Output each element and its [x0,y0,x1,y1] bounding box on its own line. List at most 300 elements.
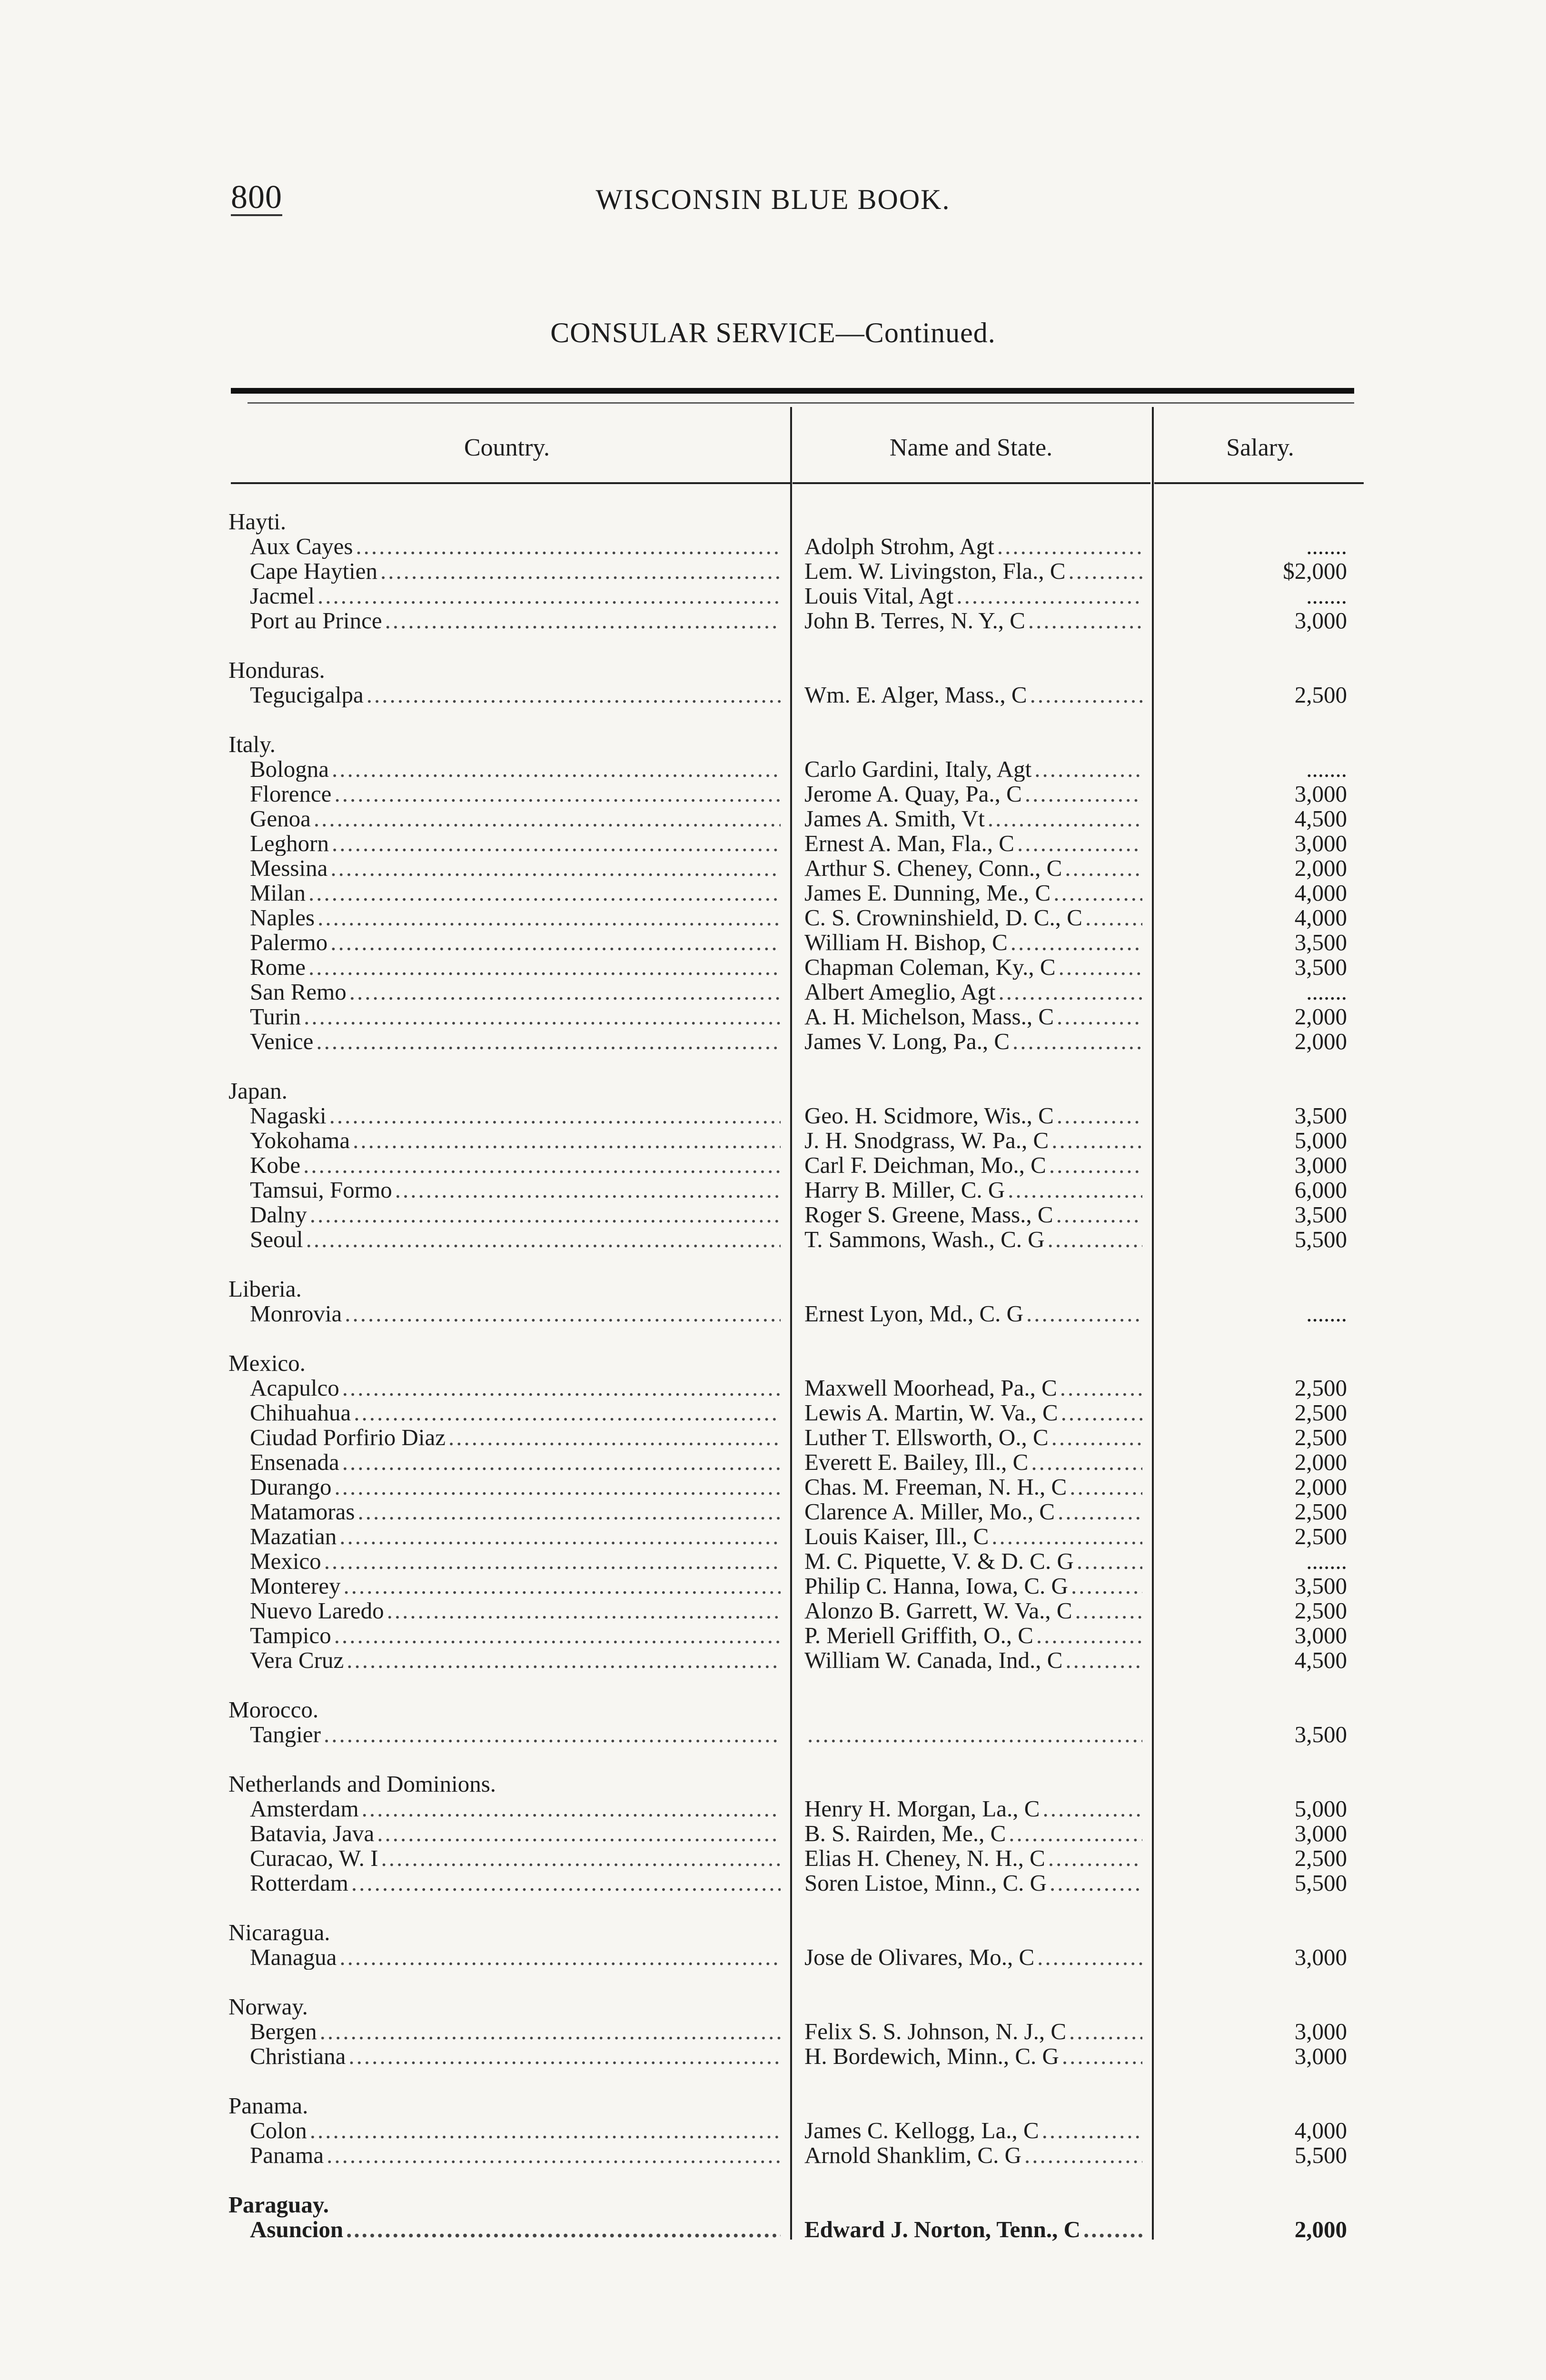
leader-dots [310,2118,781,2143]
table-row [226,980,1366,1004]
salary-value: 5,000 [1294,1796,1347,1821]
consul-name: Louis Kaiser, Ill., C [804,1524,989,1549]
post-name: Managua [250,1945,337,1970]
table-row [226,1425,1366,1450]
consul-name: Roger S. Greene, Mass., C [804,1202,1053,1227]
salary-value: 3,000 [1294,1623,1347,1648]
leader-dots [1071,1574,1142,1598]
salary-value: 5,500 [1294,1871,1347,1895]
leader-dots [332,831,781,856]
table-row [226,1128,1366,1153]
post-name: Mazatian [250,1524,337,1549]
consul-name: Everett E. Bailey, Ill., C [804,1450,1029,1475]
leader-dots [1028,608,1142,633]
leader-dots [1070,1475,1142,1499]
leader-dots [342,1450,781,1475]
consul-name: Albert Ameglio, Agt [804,980,996,1004]
leader-dots [345,1301,781,1326]
salary-value: 3,500 [1294,955,1347,980]
leader-dots [339,1524,781,1549]
leader-dots [1051,1128,1142,1153]
consul-name: Soren Listoe, Minn., C. G [804,1871,1047,1895]
table-row [226,1623,1366,1648]
leader-dots [1050,1871,1142,1895]
country-group [226,1277,1366,1326]
leader-dots [329,1103,781,1128]
leader-dots [1056,1202,1142,1227]
table-row [226,1796,1366,1821]
leader-dots [1069,2019,1142,2044]
leader-dots [1060,1376,1142,1400]
leader-dots [1058,1499,1142,1524]
consul-name: Jose de Olivares, Mo., C [804,1945,1035,1970]
leader-dots [324,1549,781,1574]
salary-value: 3,000 [1294,2019,1347,2044]
salary-value: ....... [1306,1549,1347,1574]
country-group [226,658,1366,707]
country-group [226,509,1366,633]
leader-dots [317,584,781,608]
leader-dots [997,534,1142,559]
post-name: Messina [250,856,328,881]
salary-value: 2,500 [1294,1425,1347,1450]
leader-dots [999,980,1143,1004]
country-group [226,2093,1366,2168]
country-group [226,1772,1366,1895]
consul-name: James V. Long, Pa., C [804,1029,1010,1054]
table-row [226,1400,1366,1425]
leader-dots [387,1598,781,1623]
table-row [226,1846,1366,1871]
table-row [226,1549,1366,1574]
table-row [226,1524,1366,1549]
leader-dots [1061,1400,1142,1425]
leader-dots [1077,1549,1142,1574]
consul-name: Louis Vital, Agt [804,584,954,608]
consul-name: Ernest Lyon, Md., C. G [804,1301,1024,1326]
table-row [226,1202,1366,1227]
post-name: Matamoras [250,1499,355,1524]
leader-dots [308,955,781,980]
post-name: Ciudad Porfirio Diaz [250,1425,446,1450]
salary-value: 4,500 [1294,806,1347,831]
table-row [226,584,1366,608]
salary-value: 3,000 [1294,2044,1347,2069]
consul-name: William H. Bishop, C [804,930,1008,955]
column-header-salary: Salary. [1226,434,1294,461]
leader-dots [304,1004,781,1029]
leader-dots [334,1475,781,1499]
leader-dots [320,2019,781,2044]
salary-value: 2,500 [1294,1846,1347,1871]
leader-dots [1051,1425,1142,1450]
country-group [226,1920,1366,1970]
post-name: Colon [250,2118,307,2143]
leader-dots [1042,2118,1142,2143]
leader-dots [1049,1153,1142,1178]
consul-name: M. C. Piquette, V. & D. C. G [804,1549,1074,1574]
consul-name: James E. Dunning, Me., C [804,881,1051,905]
leader-dots [395,1178,781,1202]
consul-name: Lewis A. Martin, W. Va., C [804,1400,1058,1425]
consul-name: Carlo Gardini, Italy, Agt [804,757,1032,782]
post-name: Cape Haytien [250,559,378,584]
post-name: Asuncion [250,2217,344,2242]
consul-name: A. H. Michelson, Mass., C [804,1004,1054,1029]
leader-dots [1034,757,1142,782]
consul-name: Arnold Shanklim, C. G [804,2143,1021,2168]
leader-dots [380,559,781,584]
leader-dots [334,1623,781,1648]
leader-dots [353,1128,781,1153]
salary-value: 3,000 [1294,608,1347,633]
table-row [226,955,1366,980]
consul-name: Adolph Strohm, Agt [804,534,994,559]
top-rule-thick [231,388,1354,394]
consul-name: Ernest A. Man, Fla., C [804,831,1014,856]
leader-dots [306,1227,781,1252]
post-name: Aux Cayes [250,534,353,559]
consul-name: Wm. E. Alger, Mass., C [804,683,1027,707]
country-group [226,1994,1366,2069]
country-group [226,1079,1366,1252]
country-group [226,2192,1366,2242]
consul-name: C. S. Crowninshield, D. C., C [804,905,1082,930]
column-header-name-state: Name and State. [889,434,1053,461]
leader-dots [377,1821,781,1846]
table-row [226,1499,1366,1524]
leader-dots [1062,2044,1142,2069]
table-row [226,905,1366,930]
table-row [226,2044,1366,2069]
leader-dots [1030,683,1142,707]
running-head: WISCONSIN BLUE BOOK. [595,184,951,215]
leader-dots [1083,2217,1142,2242]
leader-dots [1008,1178,1142,1202]
table-row [226,1376,1366,1400]
leader-dots [367,683,781,707]
post-name: Palermo [250,930,328,955]
post-name: Durango [250,1475,332,1499]
leader-dots [346,2217,781,2242]
leader-dots [1075,1598,1142,1623]
consul-name: Alonzo B. Garrett, W. Va., C [804,1598,1072,1623]
salary-value: 5,500 [1294,1227,1347,1252]
post-name: Dalny [250,1202,307,1227]
leader-dots [324,1722,781,1747]
leader-dots [1048,1227,1142,1252]
country-name: Panama. [228,2092,308,2119]
table-row [226,559,1366,584]
leader-dots [347,1648,781,1673]
post-name: Christiana [250,2044,346,2069]
leader-dots [956,584,1142,608]
leader-dots [1069,559,1142,584]
leader-dots [308,881,781,905]
leader-dots [362,1796,781,1821]
post-name: Rotterdam [250,1871,348,1895]
table-row [226,534,1366,559]
table-row [226,1103,1366,1128]
consul-name: P. Meriell Griffith, O., C [804,1623,1033,1648]
table-row [226,1004,1366,1029]
post-name: Amsterdam [250,1796,359,1821]
table-row [226,2143,1366,2168]
post-name: Port au Prince [250,608,382,633]
table-row [226,2019,1366,2044]
post-name: Tampico [250,1623,331,1648]
country-name: Norway. [228,1993,308,2020]
country-name: Honduras. [228,657,325,683]
page-number: 800 [231,179,282,216]
consul-name: T. Sammons, Wash., C. G [804,1227,1045,1252]
leader-dots [332,757,781,782]
consul-name: Carl F. Deichman, Mo., C [804,1153,1046,1178]
salary-value: 4,000 [1294,905,1347,930]
consul-name: Henry H. Morgan, La., C [804,1796,1040,1821]
header-rule [1154,482,1364,484]
leader-dots [310,1202,781,1227]
post-name: Bergen [250,2019,317,2044]
country-name: Nicaragua. [228,1919,330,1945]
leader-dots [1011,930,1142,955]
leader-dots [988,806,1142,831]
leader-dots [1057,1004,1142,1029]
post-name: Acapulco [250,1376,339,1400]
leader-dots [349,980,781,1004]
table-row [226,806,1366,831]
salary-value: ....... [1306,584,1347,608]
post-name: Nagaski [250,1103,327,1128]
post-name: Tangier [250,1722,321,1747]
salary-value: 2,000 [1294,1004,1347,1029]
consul-name: John B. Terres, N. Y., C [804,608,1025,633]
salary-value: 3,000 [1294,1153,1347,1178]
post-name: Tegucigalpa [250,683,364,707]
leader-dots [807,1722,1142,1747]
leader-dots [1037,1945,1142,1970]
leader-dots [1026,1301,1142,1326]
leader-dots [1012,1029,1142,1054]
post-name: Batavia, Java [250,1821,375,1846]
country-name: Liberia. [228,1276,302,1302]
consul-name: Luther T. Ellsworth, O., C [804,1425,1049,1450]
section-title: CONSULAR SERVICE—Continued. [550,317,996,348]
leader-dots [356,534,781,559]
table-row [226,608,1366,633]
leader-dots [1065,1648,1142,1673]
post-name: Ensenada [250,1450,339,1475]
country-group [226,1697,1366,1747]
leader-dots [1017,831,1142,856]
table-row [226,757,1366,782]
table-row [226,2217,1366,2242]
leader-dots [1053,881,1142,905]
leader-dots [991,1524,1142,1549]
leader-dots [354,1400,781,1425]
salary-value: ....... [1306,757,1347,782]
salary-value: 4,000 [1294,2118,1347,2143]
post-name: Monterey [250,1574,341,1598]
table-row [226,1450,1366,1475]
post-name: Curacao, W. I [250,1846,378,1871]
table-row [226,1227,1366,1252]
leader-dots [348,2044,781,2069]
post-name: Mexico [250,1549,321,1574]
leader-dots [330,930,781,955]
post-name: San Remo [250,980,347,1004]
consul-name: Felix S. S. Johnson, N. J., C [804,2019,1067,2044]
salary-value: 2,500 [1294,683,1347,707]
post-name: Naples [250,905,315,930]
leader-dots [385,608,781,633]
leader-dots [1057,1103,1142,1128]
leader-dots [303,1153,781,1178]
top-rule-thin [248,402,1354,404]
post-name: Vera Cruz [250,1648,344,1673]
leader-dots [316,1029,781,1054]
salary-value: 2,000 [1294,2217,1347,2242]
salary-value: 3,500 [1294,1574,1347,1598]
salary-value: 5,000 [1294,1128,1347,1153]
table-row [226,2118,1366,2143]
salary-value: 6,000 [1294,1178,1347,1202]
leader-dots [1036,1623,1142,1648]
consul-name: Maxwell Moorhead, Pa., C [804,1376,1057,1400]
table-row [226,1945,1366,1970]
consul-name: Clarence A. Miller, Mo., C [804,1499,1055,1524]
salary-value: ....... [1306,980,1347,1004]
leader-dots [1042,1796,1142,1821]
header-rule [793,482,1150,484]
post-name: Florence [250,782,332,806]
consul-name: Chas. M. Freeman, N. H., C [804,1475,1067,1499]
post-name: Genoa [250,806,311,831]
post-name: Rome [250,955,306,980]
consul-name: Edward J. Norton, Tenn., C [804,2217,1080,2242]
consul-name: Geo. H. Scidmore, Wis., C [804,1103,1054,1128]
salary-value: $2,000 [1283,559,1347,584]
salary-value: 3,500 [1294,1202,1347,1227]
table-row [226,1475,1366,1499]
leader-dots [334,782,781,806]
consul-name: Arthur S. Cheney, Conn., C [804,856,1062,881]
leader-dots [342,1376,781,1400]
salary-value: 2,500 [1294,1400,1347,1425]
salary-value: ....... [1306,534,1347,559]
salary-value: 2,500 [1294,1376,1347,1400]
consul-name: William W. Canada, Ind., C [804,1648,1063,1673]
table-row [226,1821,1366,1846]
table-row [226,1722,1366,1747]
salary-value: 2,000 [1294,1475,1347,1499]
table-row [226,930,1366,955]
leader-dots [1009,1821,1142,1846]
table-row [226,683,1366,707]
leader-dots [1031,1450,1142,1475]
consul-name: Elias H. Cheney, N. H., C [804,1846,1045,1871]
salary-value: 2,000 [1294,1029,1347,1054]
leader-dots [448,1425,781,1450]
country-group [226,1351,1366,1673]
salary-value: 5,500 [1294,2143,1347,2168]
post-name: Turin [250,1004,301,1029]
leader-dots [351,1871,781,1895]
salary-value: 3,000 [1294,1945,1347,1970]
consul-name: James C. Kellogg, La., C [804,2118,1039,2143]
country-name: Hayti. [228,508,287,535]
country-name: Italy. [228,731,276,757]
country-name: Netherlands and Dominions. [228,1771,496,1797]
post-name: Milan [250,881,306,905]
salary-value: 4,000 [1294,881,1347,905]
table-row [226,881,1366,905]
consul-name: Philip C. Hanna, Iowa, C. G [804,1574,1068,1598]
leader-dots [1065,856,1142,881]
leader-dots [330,856,781,881]
salary-value: 3,000 [1294,831,1347,856]
leader-dots [339,1945,781,1970]
country-group [226,732,1366,1054]
consul-name: James A. Smith, Vt [804,806,985,831]
leader-dots [317,905,781,930]
table-body [226,509,1366,2267]
salary-value: 2,500 [1294,1598,1347,1623]
salary-value: 2,500 [1294,1524,1347,1549]
leader-dots [1048,1846,1142,1871]
leader-dots [1025,782,1142,806]
country-name: Morocco. [228,1696,319,1723]
table-row [226,1301,1366,1326]
salary-value: 4,500 [1294,1648,1347,1673]
consul-name: Chapman Coleman, Ky., C [804,955,1056,980]
consul-name: J. H. Snodgrass, W. Pa., C [804,1128,1049,1153]
leader-dots [327,2143,781,2168]
leader-dots [1059,955,1142,980]
consul-name: B. S. Rairden, Me., C [804,1821,1006,1846]
table-row [226,1153,1366,1178]
post-name: Tamsui, Formo [250,1178,392,1202]
consul-name: Lem. W. Livingston, Fla., C [804,559,1066,584]
post-name: Seoul [250,1227,303,1252]
salary-value: 3,000 [1294,782,1347,806]
table-row [226,1178,1366,1202]
post-name: Jacmel [250,584,315,608]
post-name: Nuevo Laredo [250,1598,384,1623]
consul-name: Jerome A. Quay, Pa., C [804,782,1022,806]
post-name: Bologna [250,757,329,782]
leader-dots [314,806,781,831]
leader-dots [1024,2143,1142,2168]
country-name: Paraguay. [228,2192,329,2218]
table-row [226,782,1366,806]
consul-name: H. Bordewich, Minn., C. G [804,2044,1059,2069]
country-name: Japan. [228,1078,287,1104]
salary-value: 3,500 [1294,930,1347,955]
leader-dots [1085,905,1142,930]
table-row [226,1574,1366,1598]
table-row [226,856,1366,881]
table-row [226,1029,1366,1054]
table-row [226,1871,1366,1895]
table-row [226,1598,1366,1623]
header-rule [231,482,790,484]
salary-value: 2,500 [1294,1499,1347,1524]
table-row [226,831,1366,856]
country-name: Mexico. [228,1350,306,1376]
leader-dots [381,1846,781,1871]
consular-table [226,407,1366,2240]
